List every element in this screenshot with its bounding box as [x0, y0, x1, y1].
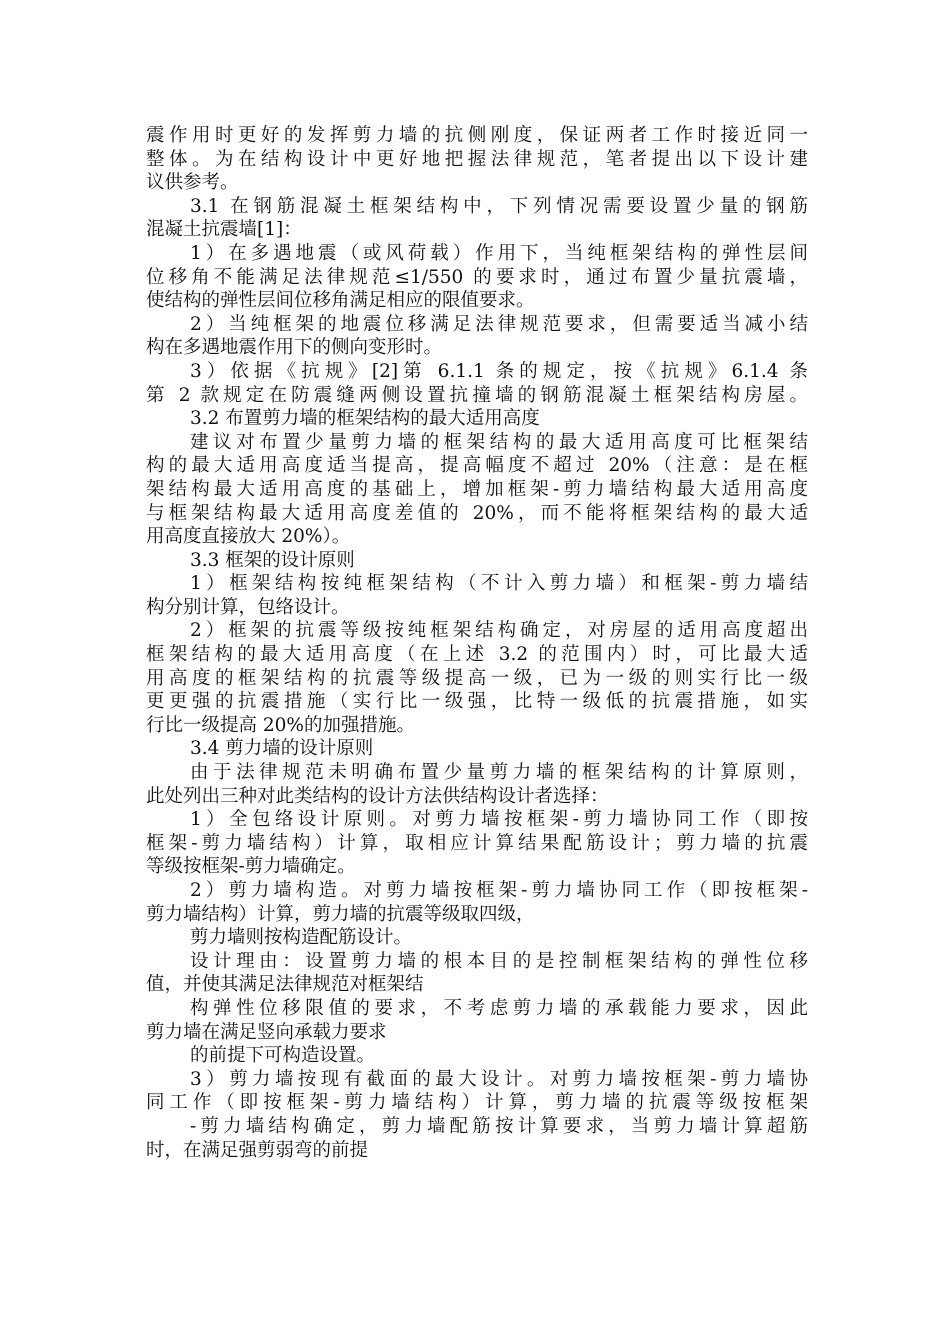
text-line: 构在多遇地震作用下的侧向变形时。	[146, 337, 443, 359]
text-line: 架结构最大适用高度的基础上，增加框架-剪力墙结构最大适用高度	[146, 478, 808, 500]
text-line: 使结构的弹性层间位移角满足相应的限值要求。	[146, 290, 535, 312]
text-line: 2）剪力墙构造。对剪力墙按框架-剪力墙协同工作（即按框架-	[190, 880, 808, 901]
text-line: 剪力墙在满足竖向承载力要求	[146, 1021, 387, 1043]
text-line: 第 2 款规定在防震缝两侧设置抗撞墙的钢筋混凝土框架结构房屋。	[146, 384, 808, 406]
text-line: 框架-剪力墙结构）计算，取相应计算结果配筋设计；剪力墙的抗震	[146, 832, 808, 854]
text-line: 2）框架的抗震等级按纯框架结构确定，对房屋的适用高度超出	[190, 620, 808, 642]
text-line: 与框架结构最大适用高度差值的 20%，而不能将框架结构的最大适	[146, 502, 808, 524]
text-line: 行比一级提高 20%的加强措施。	[146, 714, 416, 736]
text-line: 同工作（即按框架-剪力墙结构）计算，剪力墙的抗震等级按框架	[146, 1092, 808, 1114]
text-line: 3）剪力墙按现有截面的最大设计。对剪力墙按框架-剪力墙协	[190, 1068, 808, 1090]
text-line: 位移角不能满足法律规范≤1/550 的要求时，通过布置少量抗震墙，	[146, 266, 808, 288]
text-line: 此处列出三种对此类结构的设计方法供结构设计者选择：	[146, 785, 609, 807]
text-line: 用高度的框架结构的抗震等级提高一级，已为一级的则实行比一级	[146, 667, 808, 689]
text-line: 整体。为在结构设计中更好地把握法律规范，笔者提出以下设计建	[146, 148, 808, 170]
text-line: 1）全包络设计原则。对剪力墙按框架-剪力墙协同工作（即按	[190, 809, 808, 831]
text-line: 3.4 剪力墙的设计原则	[190, 738, 374, 760]
text-line: 混凝土抗震墙[1]：	[146, 219, 302, 241]
text-line: 3.2 布置剪力墙的框架结构的最大适用高度	[190, 408, 540, 430]
text-line: 等级按框架-剪力墙确定。	[146, 856, 356, 878]
text-line: 设计理由：设置剪力墙的根本目的是控制框架结构的弹性位移	[190, 950, 808, 972]
text-line: 2）当纯框架的地震位移满足法律规范要求，但需要适当减小结	[190, 313, 808, 335]
text-line: 构弹性位移限值的要求，不考虑剪力墙的承载能力要求，因此	[190, 997, 808, 1019]
text-line: 建议对布置少量剪力墙的框架结构的最大适用高度可比框架结	[190, 431, 808, 453]
text-line: 3）依据《抗规》[2]第 6.1.1 条的规定，按《抗规》6.1.4 条	[190, 360, 808, 382]
text-line: 更更强的抗震措施（实行比一级强，比特一级低的抗震措施，如实	[146, 691, 808, 713]
text-line: -剪力墙结构确定，剪力墙配筋按计算要求，当剪力墙计算超筋	[190, 1115, 808, 1137]
text-line: 议供参考。	[146, 172, 239, 194]
document-page	[146, 124, 808, 1162]
text-line: 的前提下可构造设置。	[190, 1045, 376, 1067]
text-line: 震作用时更好的发挥剪力墙的抗侧刚度，保证两者工作时接近同一	[146, 125, 808, 146]
text-line: 3.3 框架的设计原则	[190, 549, 355, 571]
text-line: 框架结构的最大适用高度（在上述 3.2 的范围内）时，可比最大适	[146, 644, 808, 666]
text-line: 1）在多遇地震（或风荷载）作用下，当纯框架结构的弹性层间	[190, 242, 808, 264]
text-line: 1）框架结构按纯框架结构（不计入剪力墙）和框架-剪力墙结	[190, 573, 808, 595]
text-line: 时，在满足强剪弱弯的前提	[146, 1139, 369, 1161]
text-line: 值，并使其满足法律规范对框架结	[146, 974, 424, 996]
text-line: 由于法律规范未明确布置少量剪力墙的框架结构的计算原则，	[190, 762, 808, 784]
text-line: 剪力墙结构）计算，剪力墙的抗震等级取四级，	[146, 903, 535, 925]
text-line: 3.1 在钢筋混凝土框架结构中，下列情况需要设置少量的钢筋	[190, 195, 808, 217]
text-line: 构分别计算，包络设计。	[146, 596, 350, 618]
text-line: 用高度直接放大 20%）。	[146, 526, 351, 548]
text-line: 剪力墙则按构造配筋设计。	[190, 927, 413, 949]
text-line: 构的最大适用高度适当提高，提高幅度不超过 20%（注意：是在框	[146, 455, 808, 477]
